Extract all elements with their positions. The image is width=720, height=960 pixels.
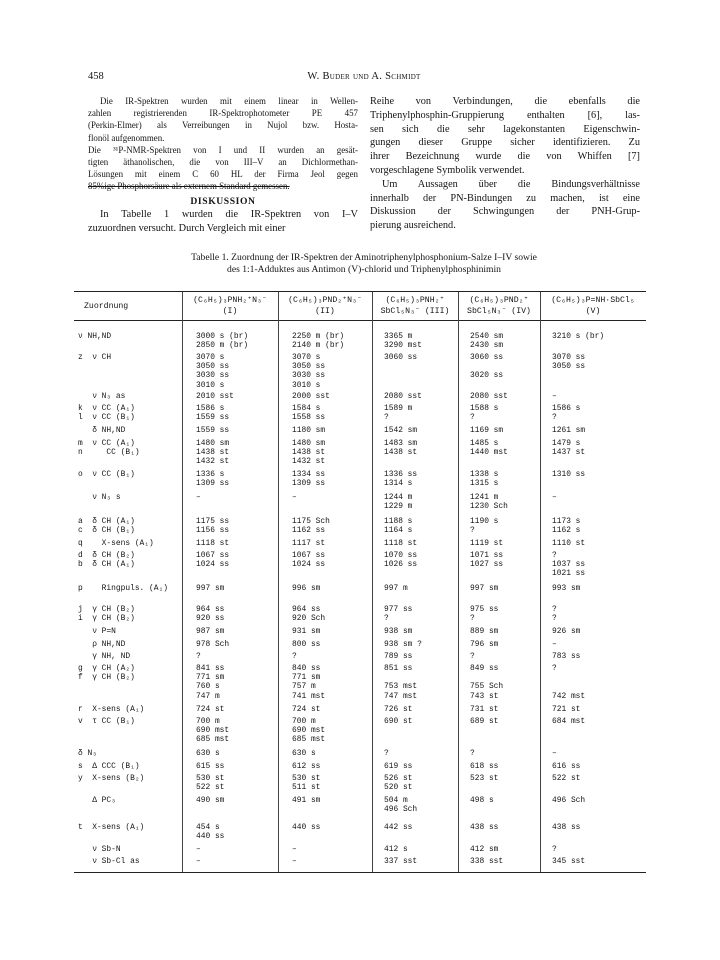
- table-cell: 2250 m (br) 2140 m (br): [292, 332, 345, 351]
- table-cell: 523 st: [470, 774, 499, 783]
- text-line: 85%ige Phosphorsäure als externem Standard gemessen.: [88, 181, 290, 192]
- table-cell: 3060 ss: [384, 353, 418, 362]
- table-header-row: [74, 292, 646, 321]
- table-cell: 1586 s ?: [552, 404, 581, 423]
- text-line: Reihe von Verbindungen, die ebenfalls die: [370, 96, 640, 107]
- right-column: [370, 95, 640, 233]
- table-cell: 975 ss ?: [470, 605, 499, 624]
- table-cell: –: [196, 857, 201, 866]
- header-cell-line: (II): [315, 307, 335, 316]
- left-column: [88, 95, 358, 236]
- table-cell: 841 ss 771 sm 760 s 747 m: [196, 664, 225, 701]
- table-cell: 2080 sst: [384, 392, 422, 401]
- table-cell: 889 sm: [470, 627, 499, 636]
- row-label: q X-sens (A₁): [78, 539, 154, 548]
- table-cell: 3070 s 3050 ss 3030 ss 3010 s: [292, 353, 326, 390]
- table-cell: 987 sm: [196, 627, 225, 636]
- table-cell: 1480 sm 1438 st 1432 st: [292, 439, 326, 467]
- table-cell: 1338 s 1315 s: [470, 470, 499, 489]
- table-cell: 490 sm: [196, 796, 225, 805]
- row-label: δ N₃: [78, 749, 97, 758]
- table-cell: 1188 s 1164 s: [384, 517, 413, 536]
- text-line: (Perkin-Elmer) als Verreibungen in Nujol bzw. Hosta-: [88, 120, 358, 131]
- table-cell: 783 ss: [552, 652, 581, 661]
- table-cell: –: [196, 845, 201, 854]
- table-cell: 1067 ss 1024 ss: [196, 551, 230, 570]
- row-label: z ν CH: [78, 353, 112, 362]
- section-heading: DISKUSSION: [190, 195, 256, 207]
- table-cell: 796 sm: [470, 640, 499, 649]
- table-cell: 630 s: [196, 749, 220, 758]
- table-cell: 504 m 496 Sch: [384, 796, 418, 815]
- table-cell: 1479 s 1437 st: [552, 439, 586, 458]
- row-label: g γ CH (A₂) f γ CH (B₂): [78, 664, 135, 683]
- table-cell: 721 st: [552, 705, 581, 714]
- table-cell: 3070 s 3050 ss 3030 ss 3010 s: [196, 353, 230, 390]
- header-cell-line: Zuordnung: [84, 302, 129, 311]
- table-cell: 997 sm: [470, 584, 499, 593]
- text-line: ihrer Bezeichnung wurde die von Whiffen [7]: [370, 151, 640, 163]
- table-cell: 1336 ss 1314 s: [384, 470, 418, 489]
- table-cell: 1119 st: [470, 539, 504, 548]
- table-cell: 731 st: [470, 705, 499, 714]
- row-label: o ν CC (B₁): [78, 470, 135, 479]
- table-cell: 440 ss: [292, 823, 321, 832]
- table-cell: 454 s 440 ss: [196, 823, 225, 842]
- table-cell: ? 1037 ss 1021 ss: [552, 551, 586, 579]
- table-cell: 1584 s 1558 ss: [292, 404, 326, 423]
- table-cell: 996 sm: [292, 584, 321, 593]
- row-label: r X-sens (A₁): [78, 705, 145, 714]
- table-cell: 442 ss: [384, 823, 413, 832]
- row-label: a δ CH (A₁) c δ CH (B₁): [78, 517, 135, 536]
- table-cell: 800 ss: [292, 640, 321, 649]
- table-cell: ?: [196, 652, 201, 661]
- table-cell: 840 ss 771 sm 757 m 741 mst: [292, 664, 326, 701]
- table-cell: 496 Sch: [552, 796, 586, 805]
- table-cell: 964 ss 920 ss: [196, 605, 225, 624]
- header-cell-line: (I): [222, 307, 238, 316]
- ir-assignment-table: [74, 291, 646, 873]
- caption-line: Tabelle 1. Zuordnung der IR-Spektren der Aminotriphenylphosphonium-Salze I–IV sowie: [191, 252, 537, 263]
- column-divider: [372, 292, 373, 872]
- table-cell: 1480 sm 1438 st 1432 st: [196, 439, 230, 467]
- table-cell: 438 ss: [470, 823, 499, 832]
- table-cell: 412 s: [384, 845, 408, 854]
- table-cell: 2000 sst: [292, 392, 330, 401]
- header-cell-line: SbCl₅N₃⁻ (III): [380, 307, 450, 316]
- table-cell: 849 ss 755 Sch 743 st: [470, 664, 504, 701]
- table-cell: 619 ss: [384, 762, 413, 771]
- table-cell: 700 m 690 mst 685 mst: [196, 717, 230, 745]
- header-cell-line: (C₆H₅)₃P=NH·SbCl₅: [551, 296, 635, 305]
- row-label: t X-sens (A₁): [78, 823, 145, 832]
- text-line: Um Aussagen über die Bindungsverhältnisse: [382, 178, 640, 190]
- table-cell: 3365 m 3290 mst: [384, 332, 422, 351]
- table-cell: 2540 sm 2430 sm: [470, 332, 504, 351]
- text-line: innerhalb der PN-Bindungen zu machen, ist eine: [370, 192, 640, 204]
- table-cell: 700 m 690 mst 685 mst: [292, 717, 326, 745]
- text-line: pierung ausreichend.: [370, 220, 456, 232]
- row-label: γ NH, ND: [78, 652, 131, 661]
- table-cell: 338 sst: [470, 857, 504, 866]
- table-cell: 926 sm: [552, 627, 581, 636]
- table-cell: 491 sm: [292, 796, 321, 805]
- table-cell: 615 ss: [196, 762, 225, 771]
- text-line: Die IR-Spektren wurden mit einem linear in Wellen-: [100, 96, 358, 106]
- table-cell: ?: [552, 845, 557, 854]
- text-line: zuzuordnen versucht. Durch Vergleich mit einer: [88, 223, 286, 235]
- text-line: Lösungen mit einem C 60 HL der Firma Jeol gegen: [88, 169, 358, 180]
- table-cell: 2010 sst: [196, 392, 234, 401]
- row-label: s Δ CCC (B₁): [78, 762, 140, 771]
- header-cell-line: (C₆H₅)₃PNH₂⁺: [385, 296, 445, 305]
- table-cell: 3070 ss 3050 ss: [552, 353, 586, 372]
- table-cell: –: [292, 857, 297, 866]
- row-label: j γ CH (B₂) i γ CH (B₂): [78, 605, 135, 624]
- table-cell: 789 ss: [384, 652, 413, 661]
- table-cell: 616 ss: [552, 762, 581, 771]
- table-cell: 1190 s ?: [470, 517, 499, 536]
- table-cell: 1586 s 1559 ss: [196, 404, 230, 423]
- table-cell: 3210 s (br): [552, 332, 605, 341]
- column-divider: [458, 292, 459, 872]
- row-label: d δ CH (B₂) b δ CH (A₁): [78, 551, 135, 570]
- table-cell: 1336 s 1309 ss: [196, 470, 230, 489]
- table-cell: –: [552, 493, 557, 502]
- table-cell: 851 ss 753 mst 747 mst: [384, 664, 418, 701]
- table-cell: 612 ss: [292, 762, 321, 771]
- page-number: 458: [88, 71, 104, 82]
- table-cell: 3000 s (br) 2850 m (br): [196, 332, 249, 351]
- row-label: y X-sens (B₂): [78, 774, 145, 783]
- table-cell: 724 st: [196, 705, 225, 714]
- table-cell: 522 st: [552, 774, 581, 783]
- table-cell: 1110 st: [552, 539, 586, 548]
- table-cell: 1588 s ?: [470, 404, 499, 423]
- row-label: δ NH,ND: [78, 426, 126, 435]
- table-cell: 345 sst: [552, 857, 586, 866]
- table-cell: 2080 sst: [470, 392, 508, 401]
- table-cell: 1117 st: [292, 539, 326, 548]
- table-cell: 1261 sm: [552, 426, 586, 435]
- table-cell: 977 ss ?: [384, 605, 413, 624]
- author-line: W. Buder und A. Schmidt: [307, 71, 421, 82]
- row-label: m ν CC (A₁) n CC (B₁): [78, 439, 140, 458]
- table-cell: 997 m: [384, 584, 408, 593]
- table-cell: 1169 sm: [470, 426, 504, 435]
- table-cell: –: [552, 749, 557, 758]
- table-cell: 498 s: [470, 796, 494, 805]
- table-cell: 1118 st: [384, 539, 418, 548]
- header-cell: [458, 295, 540, 317]
- table-cell: 938 sm ?: [384, 640, 422, 649]
- header-cell: [182, 295, 278, 317]
- table-cell: 931 sm: [292, 627, 321, 636]
- table-caption: [108, 252, 620, 277]
- row-label: Δ PC₃: [78, 796, 116, 805]
- column-divider: [540, 292, 541, 872]
- table-cell: 1559 ss: [196, 426, 230, 435]
- row-label: v τ CC (B₁): [78, 717, 135, 726]
- row-label: ρ NH,ND: [78, 640, 126, 649]
- table-cell: 1173 s 1162 s: [552, 517, 581, 536]
- table-cell: 438 ss: [552, 823, 581, 832]
- text-line: In Tabelle 1 wurden die IR-Spektren von I–V: [100, 209, 358, 221]
- header-cell-line: (C₆H₅)₃PND₂⁺: [469, 296, 529, 305]
- text-line: Diskussion der Schwingungen der PNH-Grup-: [370, 206, 640, 218]
- table-cell: –: [292, 493, 297, 502]
- table-cell: 978 Sch: [196, 640, 230, 649]
- table-cell: –: [552, 392, 557, 401]
- table-cell: 684 mst: [552, 717, 586, 726]
- header-cell: [278, 295, 372, 317]
- table-cell: 1070 ss 1026 ss: [384, 551, 418, 570]
- table-cell: 964 ss 920 Sch: [292, 605, 326, 624]
- table-cell: 726 st: [384, 705, 413, 714]
- table-cell: 3060 ss 3020 ss: [470, 353, 504, 381]
- table-cell: ?: [470, 749, 475, 758]
- text-line: sen sich die sehr lagekonstanten Eigenschwin-: [370, 123, 640, 135]
- table-cell: 1241 m 1230 Sch: [470, 493, 508, 512]
- table-cell: 412 sm: [470, 845, 499, 854]
- table-cell: –: [552, 640, 557, 649]
- running-header: [88, 71, 640, 87]
- table-cell: ?: [470, 652, 475, 661]
- table-cell: –: [196, 493, 201, 502]
- header-cell-line: (V): [585, 307, 601, 316]
- column-divider: [278, 292, 279, 872]
- text-line: zahlen registrierenden IR-Spektrophotometer PE 457: [88, 108, 358, 119]
- text-line: vorgeschlagene Symbolik verwendet.: [370, 164, 525, 176]
- text-line: Triphenylphosphin-Gruppierung enthalten [6], las-: [370, 109, 640, 121]
- header-cell-line: (C₆H₅)₃PNH₂⁺N₃⁻: [193, 296, 267, 305]
- table-cell: 337 sst: [384, 857, 418, 866]
- table-cell: 724 st: [292, 705, 321, 714]
- table-cell: 1244 m 1229 m: [384, 493, 413, 512]
- row-label: ν N₃ as: [78, 392, 126, 401]
- row-label: ν NH,ND: [78, 332, 112, 341]
- row-label: ν N₃ s: [78, 493, 121, 502]
- text-line: gungen dieser Gruppe sicher identifizieren. Zu: [370, 137, 640, 149]
- table-cell: 690 st: [384, 717, 413, 726]
- table-cell: 530 st 511 st: [292, 774, 321, 793]
- column-divider: [182, 292, 183, 872]
- table-cell: ?: [384, 749, 389, 758]
- table-cell: 1483 sm 1438 st: [384, 439, 418, 458]
- table-cell: 630 s: [292, 749, 316, 758]
- table-cell: 618 ss: [470, 762, 499, 771]
- table-cell: 1334 ss 1309 ss: [292, 470, 326, 489]
- header-cell: [74, 301, 174, 312]
- table-cell: 1589 m ?: [384, 404, 413, 423]
- caption-line: des 1:1-Adduktes aus Antimon (V)-chlorid und Triphenylphosphinimin: [227, 264, 501, 276]
- table-cell: –: [292, 845, 297, 854]
- row-label: ν Sb-Cl as: [78, 857, 140, 866]
- header-cell-line: (C₆H₅)₃PND₂⁺N₃⁻: [288, 296, 362, 305]
- table-cell: 1485 s 1440 mst: [470, 439, 508, 458]
- row-label: ν P=N: [78, 627, 116, 636]
- table-cell: 938 sm: [384, 627, 413, 636]
- table-cell: 1175 ss 1156 ss: [196, 517, 230, 536]
- table-cell: 530 st 522 st: [196, 774, 225, 793]
- table-cell: 1180 sm: [292, 426, 326, 435]
- header-cell: [372, 295, 458, 317]
- row-label: k ν CC (A₁) l ν CC (B₁): [78, 404, 135, 423]
- header-cell-line: SbCl₅N₃⁻ (IV): [467, 307, 531, 316]
- header-cell: [540, 295, 646, 317]
- text-line: flonöl aufgenommen.: [88, 132, 165, 143]
- table-cell: 689 st: [470, 717, 499, 726]
- table-cell: ? 742 mst: [552, 664, 586, 701]
- text-line: Die ³¹P-NMR-Spektren von I und II wurden an gesät-: [88, 144, 358, 155]
- text-line: tigten äthanolischen, die von III–V an Dichlormethan-: [88, 157, 358, 168]
- table-cell: ?: [292, 652, 297, 661]
- table-cell: ? ?: [552, 605, 557, 624]
- table-cell: 1542 sm: [384, 426, 418, 435]
- table-cell: 526 st 520 st: [384, 774, 413, 793]
- table-cell: 1118 st: [196, 539, 230, 548]
- table-cell: 1175 Sch 1162 ss: [292, 517, 330, 536]
- table-cell: 1071 ss 1027 ss: [470, 551, 504, 570]
- table-cell: 997 sm: [196, 584, 225, 593]
- row-label: ν Sb-N: [78, 845, 121, 854]
- table-cell: 993 sm: [552, 584, 581, 593]
- row-label: p Ringpuls. (A₁): [78, 584, 168, 593]
- table-cell: 1067 ss 1024 ss: [292, 551, 326, 570]
- table-cell: 1310 ss: [552, 470, 586, 479]
